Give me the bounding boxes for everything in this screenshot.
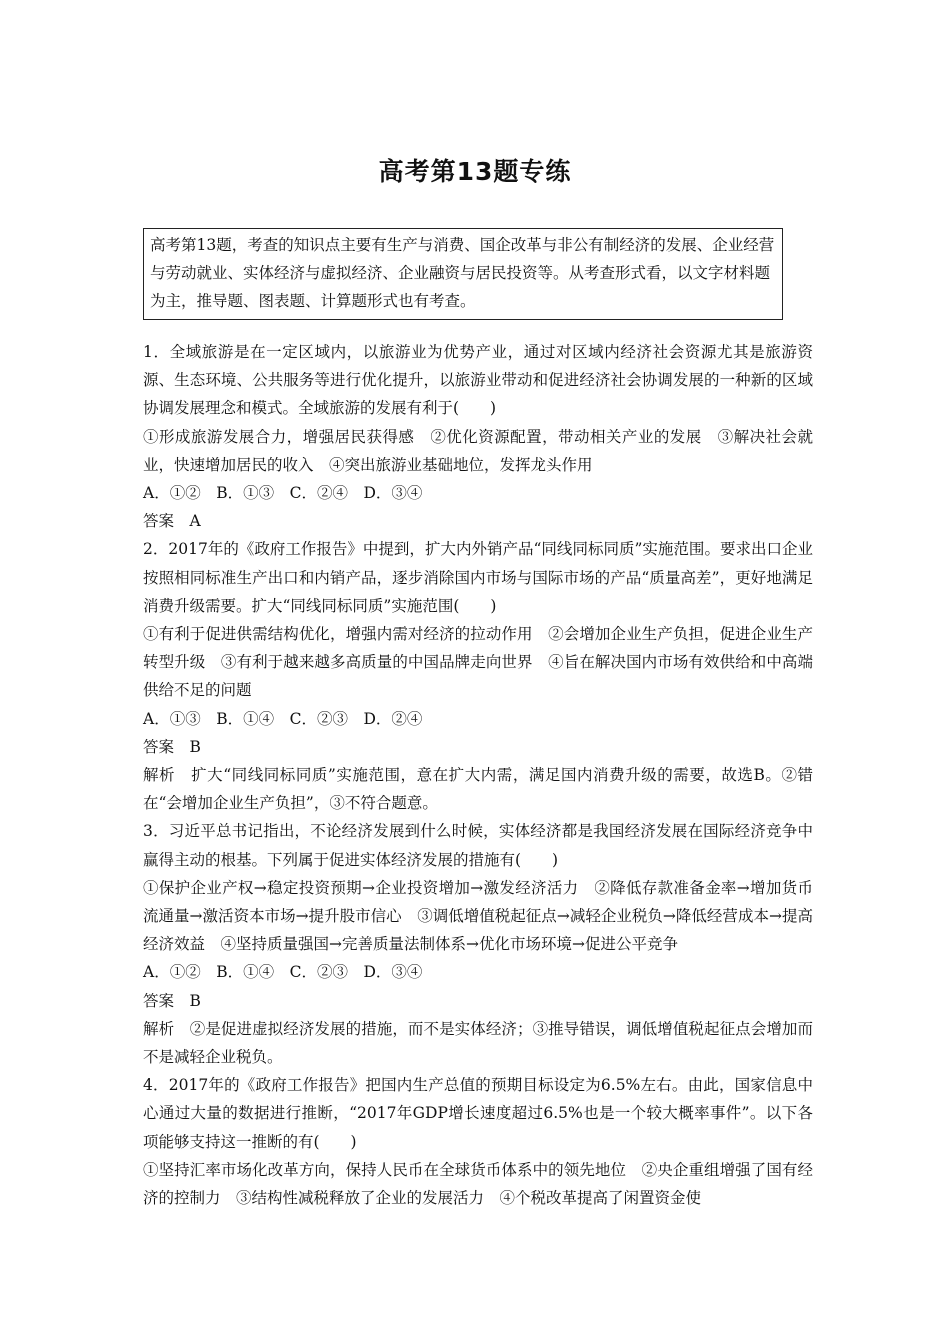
question-stem: 4．2017年的《政府工作报告》把国内生产总值的预期目标设定为6.5%左右。由此，国家信息中心通过大量的数据进行推断，“2017年GDP增长速度超过6.5%也是一个较大概率事件”。以下各项能够支持这一推断的有( ) xyxy=(143,1076,813,1151)
question-stem: 1．全域旅游是在一定区域内，以旅游业为优势产业，通过对区域内经济社会资源尤其是旅游资源、生态环境、公共服务等进行优化提升，以旅游业带动和促进经济社会协调发展的一种新的区域协调发展理念和模式。全域旅游的发展有利于( ) xyxy=(143,343,813,418)
question-items: ①形成旅游发展合力，增强居民获得感 ②优化资源配置，带动相关产业的发展 ③解决社会就业，快速增加居民的收入 ④突出旅游业基础地位，发挥龙头作用 xyxy=(143,427,813,474)
question-options: A．①② B．①④ C．②③ D．③④ xyxy=(143,963,423,982)
intro-box xyxy=(143,228,783,320)
page-title: 高考第13题专练 xyxy=(378,157,572,186)
question-4 xyxy=(143,1071,813,1212)
question-stem: 2．2017年的《政府工作报告》中提到，扩大内外销产品“同线同标同质”实施范围。要求出口企业按照相同标准生产出口和内销产品，逐步消除国内市场与国际市场的产品“质量高差”，更好地满足消费升级需要。扩大“同线同标同质”实施范围( ) xyxy=(143,540,813,615)
question-answer: 答案 B xyxy=(143,991,201,1010)
question-stem: 3．习近平总书记指出，不论经济发展到什么时候，实体经济都是我国经济发展在国际经济竞争中赢得主动的根基。下列属于促进实体经济发展的措施有( ) xyxy=(143,822,813,869)
question-analysis: 解析 ②是促进虚拟经济发展的措施，而不是实体经济；③推导错误，调低增值税起征点会增加而不是减轻企业税负。 xyxy=(143,1019,813,1067)
question-list xyxy=(143,338,813,1212)
question-analysis: 解析 扩大“同线同标同质”实施范围，意在扩大内需，满足国内消费升级的需要，故选B。②错在“会增加企业生产负担”，③不符合题意。 xyxy=(143,766,813,813)
question-answer: 答案 B xyxy=(143,737,201,756)
question-items: ①坚持汇率市场化改革方向，保持人民币在全球货币体系中的领先地位 ②央企重组增强了国有经济的控制力 ③结构性减税释放了企业的发展活力 ④个税改革提高了闲置资金使 xyxy=(143,1160,813,1208)
question-3 xyxy=(143,817,813,1071)
intro-text: 高考第13题，考查的知识点主要有生产与消费、国企改革与非公有制经济的发展、企业经营与劳动就业、实体经济与虚拟经济、企业融资与居民投资等。从考查形式看，以文字材料题为主，推导题、图表题、计算题形式也有考查。 xyxy=(150,236,775,310)
question-2 xyxy=(143,535,813,817)
question-items: ①保护企业产权→稳定投资预期→企业投资增加→激发经济活力 ②降低存款准备金率→增加货币流通量→激活资本市场→提升股市信心 ③调低增值税起征点→减轻企业税负→降低经营成本→提高经济效益 ④坚持质量强国→完善质量法制体系→优化市场环境→促进公平竞争 xyxy=(143,878,813,954)
question-options: A．①③ B．①④ C．②③ D．②④ xyxy=(143,709,423,728)
question-1 xyxy=(143,338,813,535)
question-answer: 答案 A xyxy=(143,512,201,531)
question-items: ①有利于促进供需结构优化，增强内需对经济的拉动作用 ②会增加企业生产负担，促进企业生产转型升级 ③有利于越来越多高质量的中国品牌走向世界 ④旨在解决国内市场有效供给和中高端供给不足的问题 xyxy=(143,625,813,700)
question-options: A．①② B．①③ C．②④ D．③④ xyxy=(143,484,423,503)
